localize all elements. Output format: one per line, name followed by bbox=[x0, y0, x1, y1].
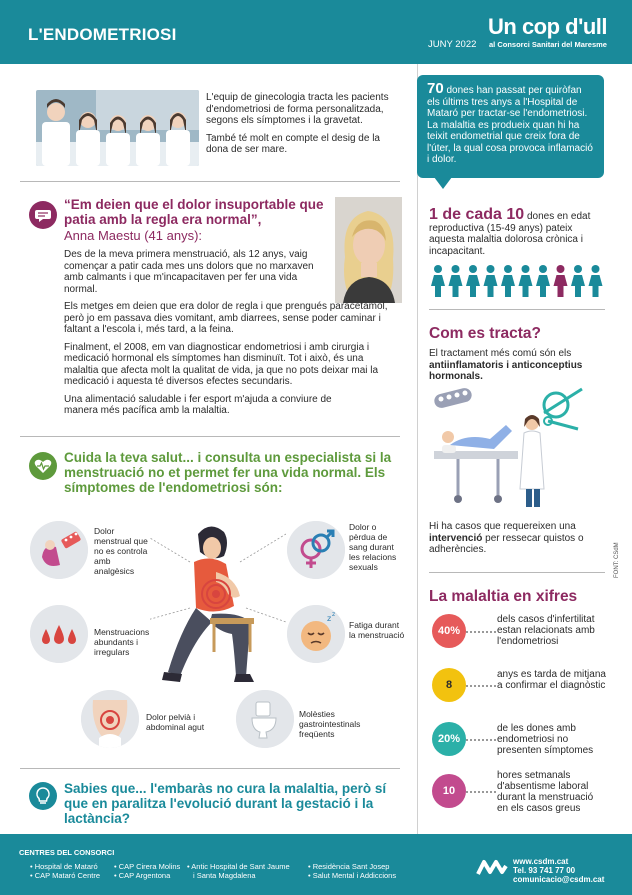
treatment-title: Com es tracta? bbox=[429, 325, 541, 342]
centre-item: • Residència Sant Josep bbox=[308, 862, 390, 871]
centres-col-2 bbox=[114, 863, 180, 880]
did-you-know-text: Sabies que... l'embaràs no cura la malaltia, però sí que en paralitza l'evolució durant la gestació i la lactància? bbox=[64, 781, 387, 826]
woman-figure-icon bbox=[431, 265, 445, 297]
treatment-bold: antiinflamatoris i anticonceptius hormonals. bbox=[429, 359, 583, 382]
doctor-patient-illustration bbox=[428, 385, 586, 513]
surgery-note-bold: intervenció bbox=[429, 532, 483, 544]
story-paragraph: Des de la meva primera menstruació, als 12 anys, vaig començar a patir cada mes uns dolors que no marxaven amb calmants i que m'incapacitaven per fer una vida normal. bbox=[64, 249, 314, 295]
woman-figure-icon bbox=[571, 265, 585, 297]
svg-text:z: z bbox=[327, 614, 332, 623]
centre-item: • CAP Cirera Molins bbox=[114, 862, 181, 871]
tired-face-icon bbox=[287, 605, 345, 663]
section-divider bbox=[429, 572, 605, 573]
team-photo bbox=[36, 90, 199, 166]
symptom-label: Dolor o pèrdua de sang durant les relacions sexuals bbox=[349, 522, 397, 572]
intro-text bbox=[206, 92, 402, 162]
centre-item: • Salut Mental i Addiccions bbox=[308, 870, 397, 880]
svg-text:z: z bbox=[332, 611, 336, 618]
figure-text: de les dones amb endometriosi no presenten símptomes bbox=[497, 723, 594, 756]
email-link[interactable]: comunicacio@csdm.cat bbox=[513, 875, 605, 884]
intro-paragraph: L'equip de ginecologia tracta les pacients d'endometriosi de forma personalitzada, segons els símptomes i la gravetat. bbox=[206, 92, 389, 126]
intro-paragraph: També té molt en compte el desig de la dona de ser mare. bbox=[206, 132, 380, 155]
surgery-count: 70 bbox=[427, 80, 444, 97]
figure-text: anys es tarda de mitjana a confirmar el diagnòstic bbox=[497, 669, 606, 691]
figure-value-circle: 10 bbox=[432, 774, 466, 808]
website-link[interactable]: www.csdm.cat bbox=[513, 857, 569, 866]
symptom-label: Dolor pelvià i abdominal agut bbox=[146, 712, 205, 732]
heartbeat-icon bbox=[29, 452, 57, 480]
symptoms-title: Cuida la teva salut... i consulta un especialista si la menstruació no et permet fer una vida normal. Els símptomes de l'endometriosi són: bbox=[64, 450, 392, 495]
woman-figure-icon bbox=[466, 265, 480, 297]
speech-bubble-icon bbox=[29, 201, 57, 229]
centres-col-1 bbox=[30, 863, 100, 880]
woman-figure-icon bbox=[536, 265, 550, 297]
testimony-story bbox=[64, 249, 400, 423]
figure-value-circle: 40% bbox=[432, 614, 466, 648]
woman-figure-highlighted-icon bbox=[554, 265, 568, 297]
symptom-label: Dolor menstrual que no es controla amb analgèsics bbox=[94, 526, 148, 576]
centre-item: • Antic Hospital de Sant Jaume bbox=[187, 862, 290, 871]
page-footer bbox=[0, 834, 632, 895]
section-divider bbox=[20, 436, 400, 437]
surgery-note bbox=[429, 521, 609, 556]
centres-col-4 bbox=[308, 863, 396, 880]
phone-number: Tel. 93 741 77 00 bbox=[513, 866, 576, 875]
figure-text: dels casos d'infertilitat estan relacionats amb l'endometriosi bbox=[497, 614, 595, 647]
prevalence-text: dones en edat reproductiva (15-49 anys) pateix aquesta malaltia dolorosa crònica i incapacitant. bbox=[429, 211, 591, 257]
figure-connector bbox=[466, 685, 496, 687]
drops-icon bbox=[30, 605, 88, 663]
section-title: L'ENDOMETRIOSI bbox=[28, 25, 177, 44]
section-divider bbox=[20, 768, 400, 769]
figures-title: La malaltia en xifres bbox=[429, 588, 578, 605]
woman-figure-icon bbox=[484, 265, 498, 297]
figure-connector bbox=[466, 791, 496, 793]
figure-value-circle: 8 bbox=[432, 668, 466, 702]
woman-figure-icon bbox=[449, 265, 463, 297]
surgery-stat-text: dones han passat per quiròfan els últims tres anys a l'Hospital de Mataró per tractar-se l'endometriosi. La malaltia es produeix quan hi ha teixit endometrial que creix fora de l'úter, la qual cosa provoca inflamació i dolor. bbox=[427, 85, 593, 165]
issue-date: JUNY 2022 bbox=[428, 39, 477, 50]
woman-figure-icon bbox=[501, 265, 515, 297]
story-paragraph: Finalment, el 2008, em van diagnosticar endometriosi i amb cirurgia i medicació hormonal els símptomes han disminuït. Tot i això, és una malaltia que afecta molt la qualitat de vida, ja que no pots deixar mai la medicació i aquesta té diversos efectes secundaris. bbox=[64, 341, 379, 387]
prevalence-ratio: 1 de cada 10 bbox=[429, 206, 525, 223]
symptom-label: Molèsties gastrointestinals freqüents bbox=[299, 709, 361, 739]
bubble-tail bbox=[434, 177, 452, 189]
figure-value-circle: 20% bbox=[432, 722, 466, 756]
treatment-plain: El tractament més comú són els bbox=[429, 348, 572, 359]
figure-connector bbox=[466, 739, 496, 741]
woman-figure-icon bbox=[519, 265, 533, 297]
centres-title: CENTRES DEL CONSORCI bbox=[19, 848, 115, 857]
women-pictogram bbox=[430, 264, 606, 298]
figure-connector bbox=[466, 631, 496, 633]
pelvis-icon bbox=[81, 690, 139, 748]
testimony-quote: “Em deien que el dolor insuportable que patia amb la regla era normal”, bbox=[64, 197, 324, 227]
symptom-label: Fatiga durant la menstruació bbox=[349, 620, 405, 640]
contact-block bbox=[513, 857, 604, 884]
centre-item: • CAP Mataró Centre bbox=[30, 870, 101, 880]
lightbulb-icon bbox=[29, 782, 57, 810]
surgery-note-a: Hi ha casos que requereixen una bbox=[429, 521, 576, 532]
woman-figure-icon bbox=[589, 265, 603, 297]
gender-icon bbox=[287, 521, 345, 579]
centres-col-3 bbox=[187, 863, 290, 880]
testimony-author: Anna Maestu (41 anys): bbox=[64, 228, 203, 243]
figure-text: hores setmanals d'absentisme laboral durant la menstruació en els casos greus bbox=[497, 770, 594, 814]
surgery-stat-bubble bbox=[417, 75, 604, 178]
woman-in-pain-illustration bbox=[150, 522, 286, 690]
page-header bbox=[0, 0, 632, 64]
treatment-text bbox=[429, 348, 609, 383]
toilet-icon bbox=[236, 690, 294, 748]
column-divider bbox=[417, 64, 418, 834]
newsletter-subtitle: al Consorci Sanitari del Maresme bbox=[489, 40, 607, 49]
story-paragraph: Els metges em deien que era dolor de regla i que prengués paracetamol, però jo em passava dies vomitant, amb diarrees, sense poder caminar i faltant a l'escola i, més tard, a la feina. bbox=[64, 301, 388, 335]
centre-item: • CAP Argentona bbox=[114, 870, 171, 880]
csdm-logo-icon bbox=[476, 856, 508, 880]
centre-item: i Santa Magdalena bbox=[193, 870, 256, 880]
surgery-note-b: per ressecar quistos o adherències. bbox=[429, 532, 584, 555]
pills-icon bbox=[30, 521, 88, 579]
section-divider bbox=[20, 181, 400, 182]
source-credit: FONT: CSdM bbox=[614, 542, 620, 578]
prevalence-block bbox=[429, 206, 609, 257]
story-paragraph: Una alimentació saludable i fer esport m'ajuda a conviure de manera més pacífica amb la malaltia. bbox=[64, 393, 332, 416]
symptom-label: Menstruacions abundants i irregulars bbox=[94, 627, 150, 657]
centre-item: • Hospital de Mataró bbox=[30, 862, 98, 871]
newsletter-brand: Un cop d'ull bbox=[488, 14, 607, 39]
section-divider bbox=[429, 309, 605, 310]
